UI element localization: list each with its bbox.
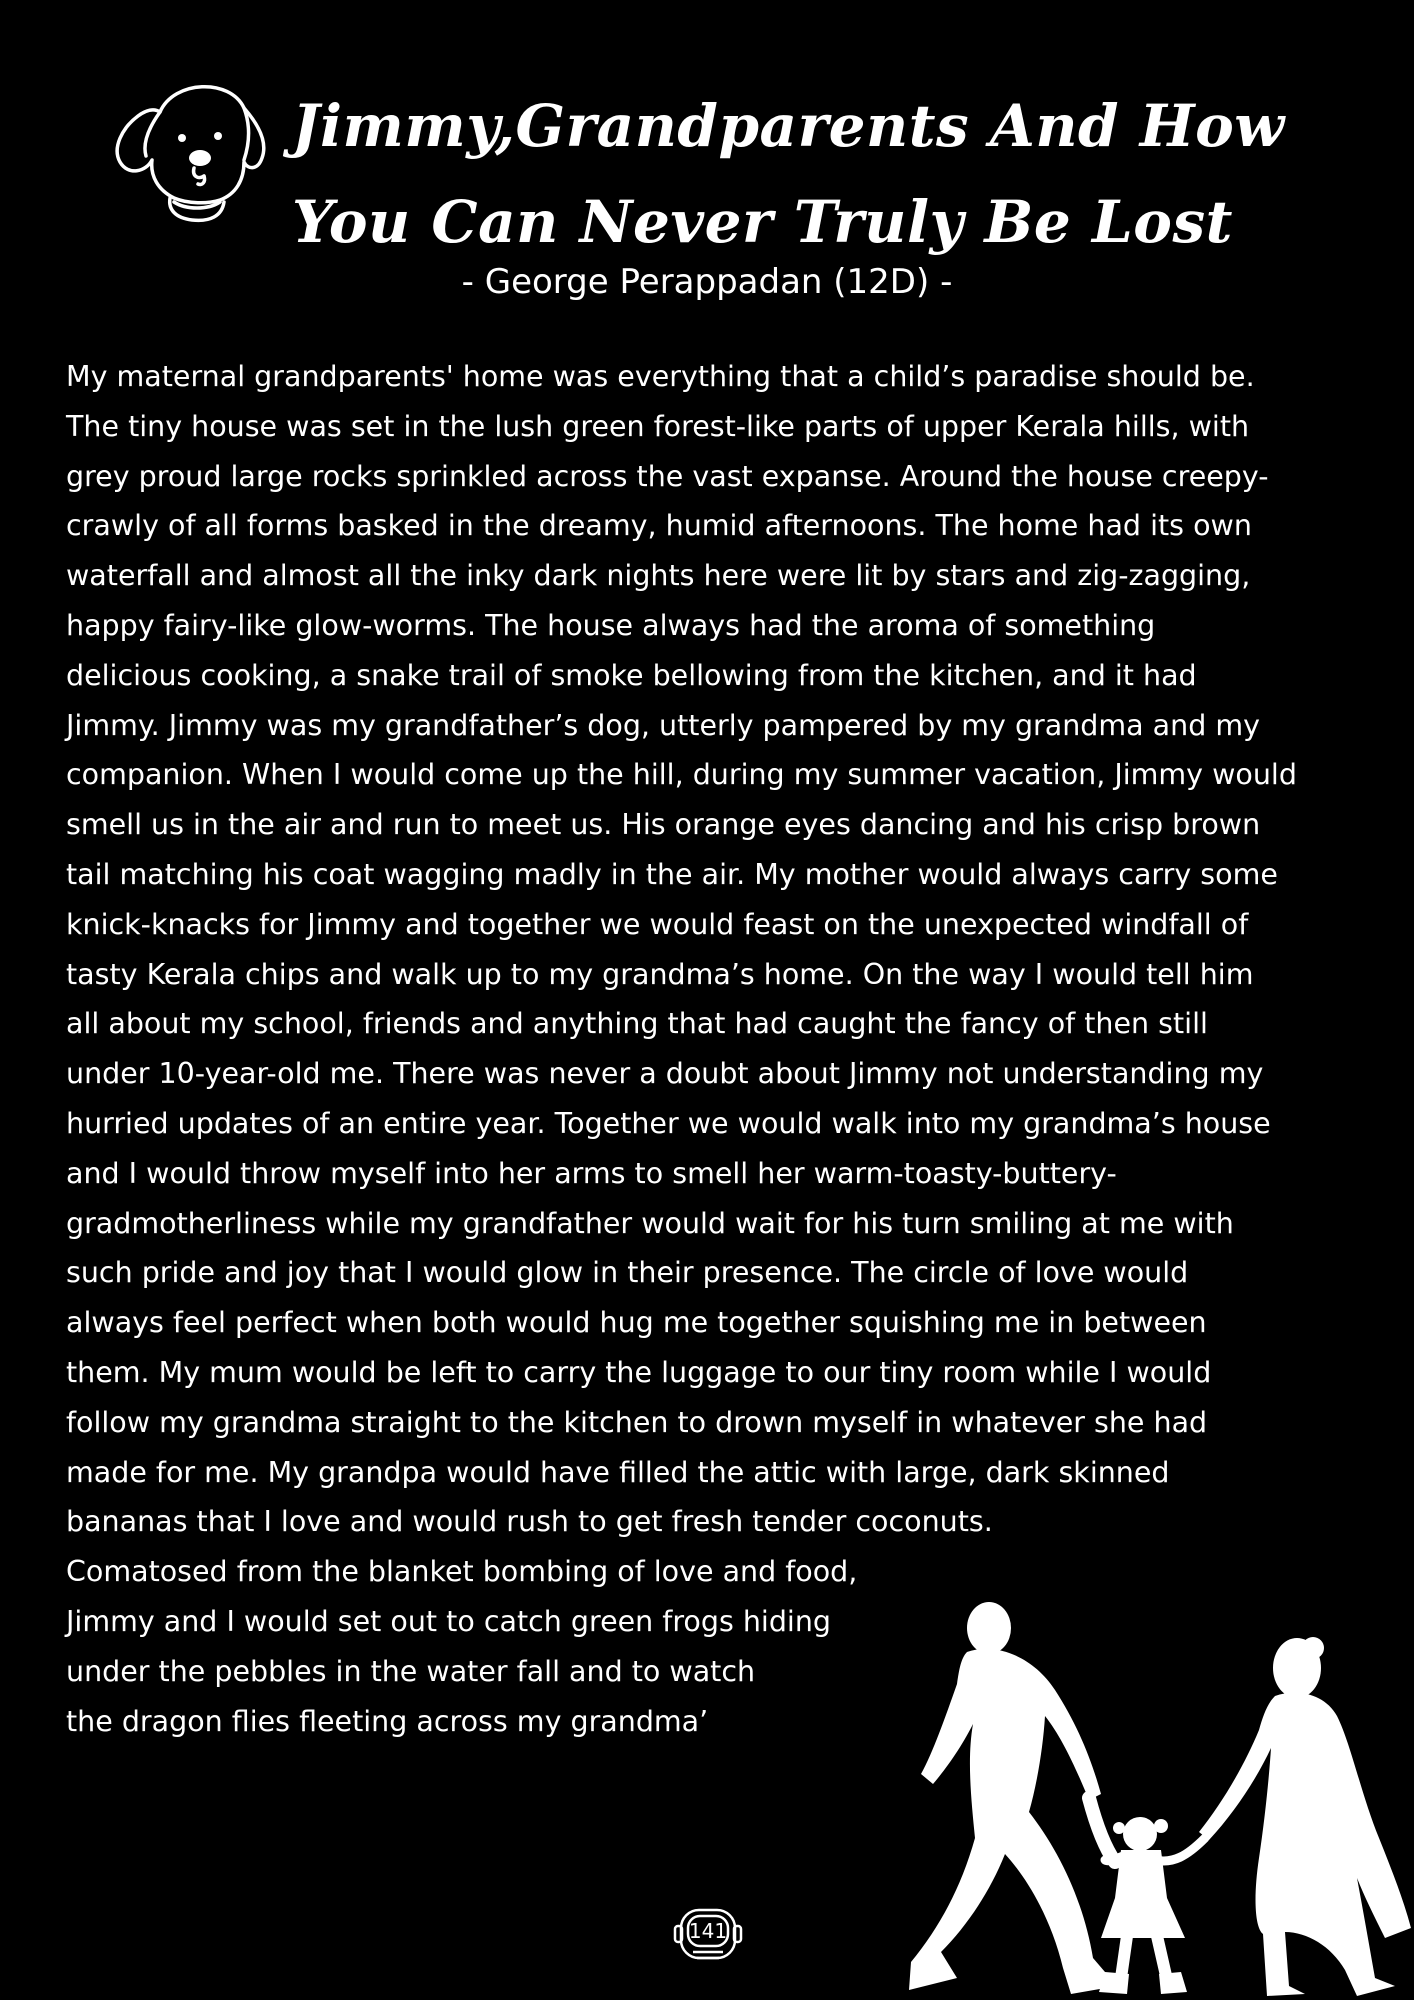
title-line-2: You Can Never Truly Be Lost xyxy=(292,188,1233,256)
body-line: always feel perfect when both would hug me together squishing me in between xyxy=(66,1306,1207,1340)
page-number: 141 xyxy=(688,1919,728,1943)
body-line: crawly of all forms basked in the dreamy, humid afternoons. The home had its own xyxy=(66,509,1252,543)
article-body xyxy=(66,352,1366,1746)
body-line: and I would throw myself into her arms to smell her warm-toasty-buttery- xyxy=(66,1156,1117,1190)
body-line: Jimmy. Jimmy was my grandfather’s dog, utterly pampered by my grandma and my xyxy=(66,708,1260,742)
dog-face-icon xyxy=(112,72,270,224)
body-line: made for me. My grandpa would have filled the attic with large, dark skinned xyxy=(66,1455,1170,1489)
title-line-1: Jimmy,Grandparents And How xyxy=(292,92,1285,160)
body-line: happy fairy-like glow-worms. The house always had the aroma of something xyxy=(66,608,1156,642)
body-line: such pride and joy that I would glow in their presence. The circle of love would xyxy=(66,1256,1189,1290)
family-silhouette-icon xyxy=(905,1598,1414,2000)
body-line: companion. When I would come up the hill, during my summer vacation, Jimmy would xyxy=(66,758,1297,792)
body-line: tail matching his coat wagging madly in the air. My mother would always carry some xyxy=(66,857,1278,891)
author-byline: - George Perappadan (12D) - xyxy=(461,262,953,302)
body-line: the dragon flies fleeting across my grandma’ xyxy=(66,1704,709,1738)
body-line: The tiny house was set in the lush green forest-like parts of upper Kerala hills, with xyxy=(66,409,1250,443)
body-line: delicious cooking, a snake trail of smoke bellowing from the kitchen, and it had xyxy=(66,658,1197,692)
body-line: under the pebbles in the water fall and to watch xyxy=(66,1654,756,1688)
body-line: My maternal grandparents' home was everything that a child’s paradise should be. xyxy=(66,360,1255,393)
body-line: Jimmy and I would set out to catch green frogs hiding xyxy=(66,1604,831,1638)
body-line: Comatosed from the blanket bombing of love and food, xyxy=(66,1555,858,1589)
body-line: smell us in the air and run to meet us. His orange eyes dancing and his crisp brown xyxy=(66,808,1261,842)
body-line: follow my grandma straight to the kitchen to drown myself in whatever she had xyxy=(66,1405,1208,1439)
article-title xyxy=(292,78,1285,270)
body-line: waterfall and almost all the inky dark nights here were lit by stars and zig-zagging, xyxy=(66,559,1251,593)
body-line: bananas that I love and would rush to get fresh tender coconuts. xyxy=(66,1505,993,1539)
body-line: grey proud large rocks sprinkled across the vast expanse. Around the house creepy- xyxy=(66,459,1269,493)
body-line: gradmotherliness while my grandfather would wait for his turn smiling at me with xyxy=(66,1206,1234,1240)
body-line: under 10-year-old me. There was never a doubt about Jimmy not understanding my xyxy=(66,1057,1264,1091)
body-line: them. My mum would be left to carry the luggage to our tiny room while I would xyxy=(66,1355,1212,1389)
body-line: all about my school, friends and anything that had caught the fancy of then still xyxy=(66,1007,1208,1041)
body-line: hurried updates of an entire year. Together we would walk into my grandma’s house xyxy=(66,1106,1271,1140)
body-line: knick-knacks for Jimmy and together we would feast on the unexpected windfall of xyxy=(66,907,1249,941)
body-line: tasty Kerala chips and walk up to my grandma’s home. On the way I would tell him xyxy=(66,957,1254,991)
